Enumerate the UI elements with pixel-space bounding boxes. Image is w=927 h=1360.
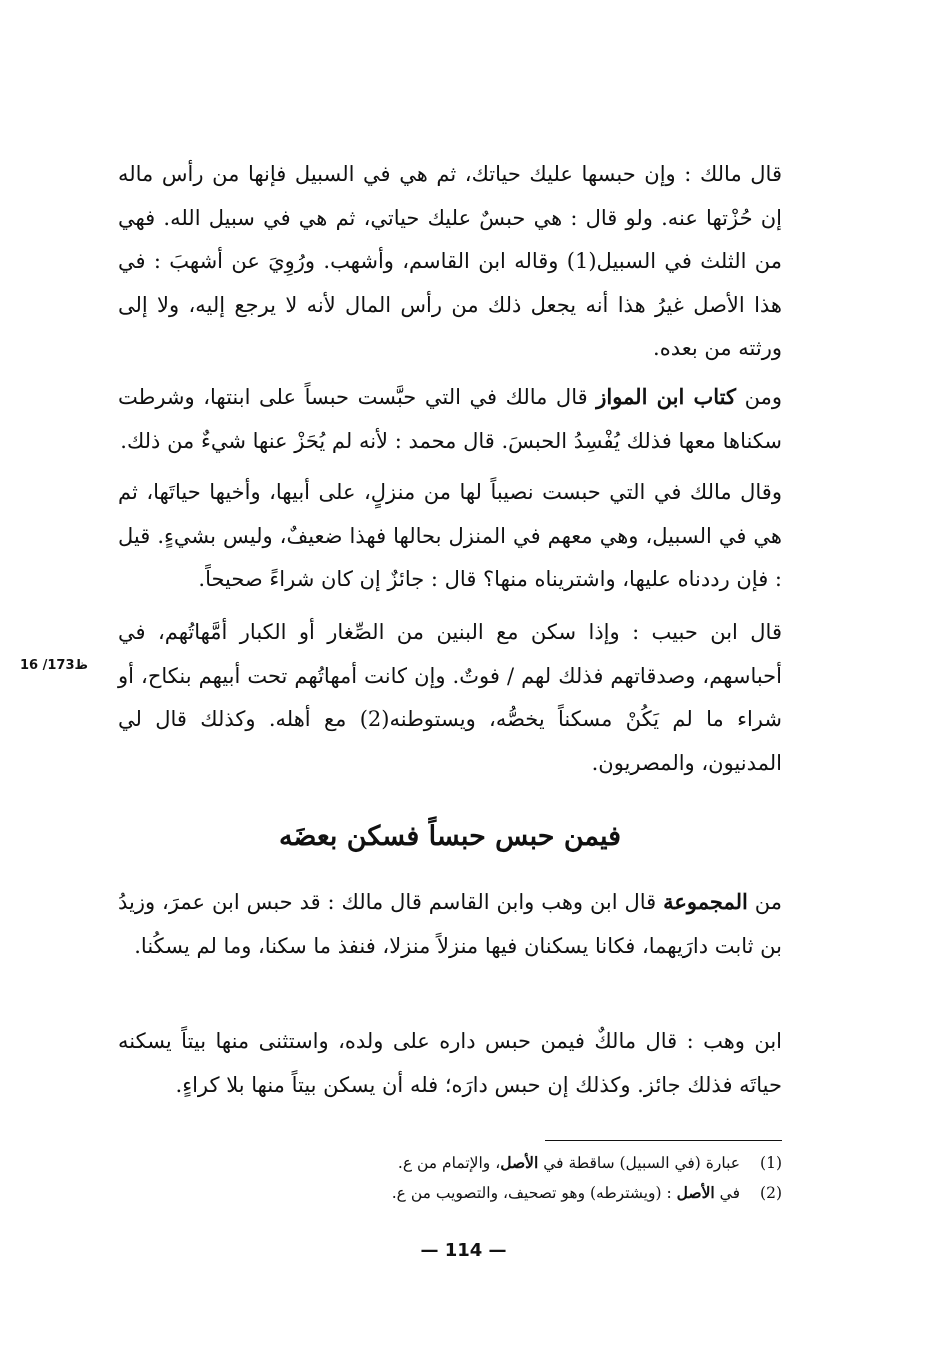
- manuscript-folio-note: 16 /173ظ: [20, 658, 89, 673]
- footnote-divider: [545, 1140, 782, 1141]
- paragraph-3-text: وقال مالك في التي حبست نصيباً لها من منزلٍ، على أبيها، وأخيها حياتَها، ثم هي في السبيل، وهي معهم في المنزل بحالها فهذا ضعيفٌ، وليس بشيءٍ. قيل : فإن رددناه عليها، واشتريناه منها؟ قال : جائزٌ إن كان شراءً صحيحاً.: [118, 480, 782, 591]
- paragraph-5-lead: من: [754, 890, 782, 914]
- paragraph-1-text: قال مالك : وإن حبسها عليك حياتك، ثم هي في السبيل فإنها من رأس ماله إن حُزْتها عنه. ولو قال : هي حبسٌ عليك حياتي، ثم هي في سبيل الله. فهي من الثلث في السبيل(1) وقاله ابن القاسم، وأشهب. ورُوِيَ عن أشهبَ : في هذا الأصل غيرُ هذا أنه يجعل ذلك من رأس المال لأنه لا يرجع إليه، ولا إلى ورثته من بعده.: [118, 162, 782, 360]
- paragraph-6: [118, 1020, 782, 1107]
- footnote-1-text-end: ، والإتمام من ع.: [397, 1154, 501, 1172]
- paragraph-2-text: قال مالك في التي حبَّست حبساً على ابنتها، وشرطت سكناها معها فذلك يُفْسِدُ الحبسَ. قال محمد : لأنه لم يُحَزْ عنها شيءٌ من ذلك.: [118, 385, 782, 453]
- footnote-1-text-start: عبارة (في السبيل) ساقطة في: [543, 1154, 740, 1172]
- page-number: — 114 —: [420, 1240, 507, 1261]
- footnote-1-number: (1): [760, 1154, 782, 1172]
- footnote-2-text-start: في: [719, 1184, 740, 1202]
- paragraph-4: [118, 611, 782, 785]
- footnote-1: [300, 1148, 782, 1178]
- paragraph-3: [118, 471, 782, 602]
- footnote-2-text-end: : (ويشترطه) وهو تصحيف، والتصويب من ع.: [391, 1184, 672, 1202]
- section-heading: فيمن حبس حبساً فسكن بعضَه: [278, 821, 622, 852]
- footnote-2: [300, 1178, 782, 1208]
- paragraph-2: [118, 375, 782, 463]
- paragraph-2-lead: ومن: [744, 385, 782, 409]
- source-title-al-majmuah: المجموعة: [663, 889, 748, 914]
- paragraph-5-text: قال ابن وهب وابن القاسم قال مالك : قد حبس ابن عمرَ، وزيدُ بن ثابت دارَيهما، فكانا يسكنان فيها منزلاً منزلا، فنفذ ما سكنا، وما لم يسكُنا.: [118, 890, 782, 958]
- paragraph-6-text: ابن وهب : قال مالكٌ فيمن حبس داره على ولده، واستثنى منها بيتاً يسكنه حياتَه فذلك جائز. وكذلك إن حبس دارَه؛ فله أن يسكن بيتاً منها بلا كراءٍ.: [118, 1029, 782, 1097]
- paragraph-1: [118, 153, 782, 371]
- paragraph-4-text: قال ابن حبيب : وإذا سكن مع البنين من الصِّغار أو الكبار أمَّهاتُهم، في أحباسهم، وصدقاتهم فذلك لهم / فوتٌ. وإن كانت أمهاتُهم تحت أبيهم بنكاح، أو شراء ما لم يَكُنْ مسكناً يخصُّه، ويستوطنه(2) مع أهله. وكذلك قال لي المدنيون، والمصريون.: [118, 620, 782, 775]
- footnote-1-bold-word: الأصل: [500, 1153, 539, 1172]
- paragraph-5: [118, 880, 782, 968]
- source-title-ibn-al-mawwaz: كتاب ابن المواز: [596, 384, 737, 409]
- footnotes: [300, 1148, 782, 1208]
- footnote-2-number: (2): [760, 1184, 782, 1202]
- footnote-2-bold-word: الأصل: [676, 1183, 715, 1202]
